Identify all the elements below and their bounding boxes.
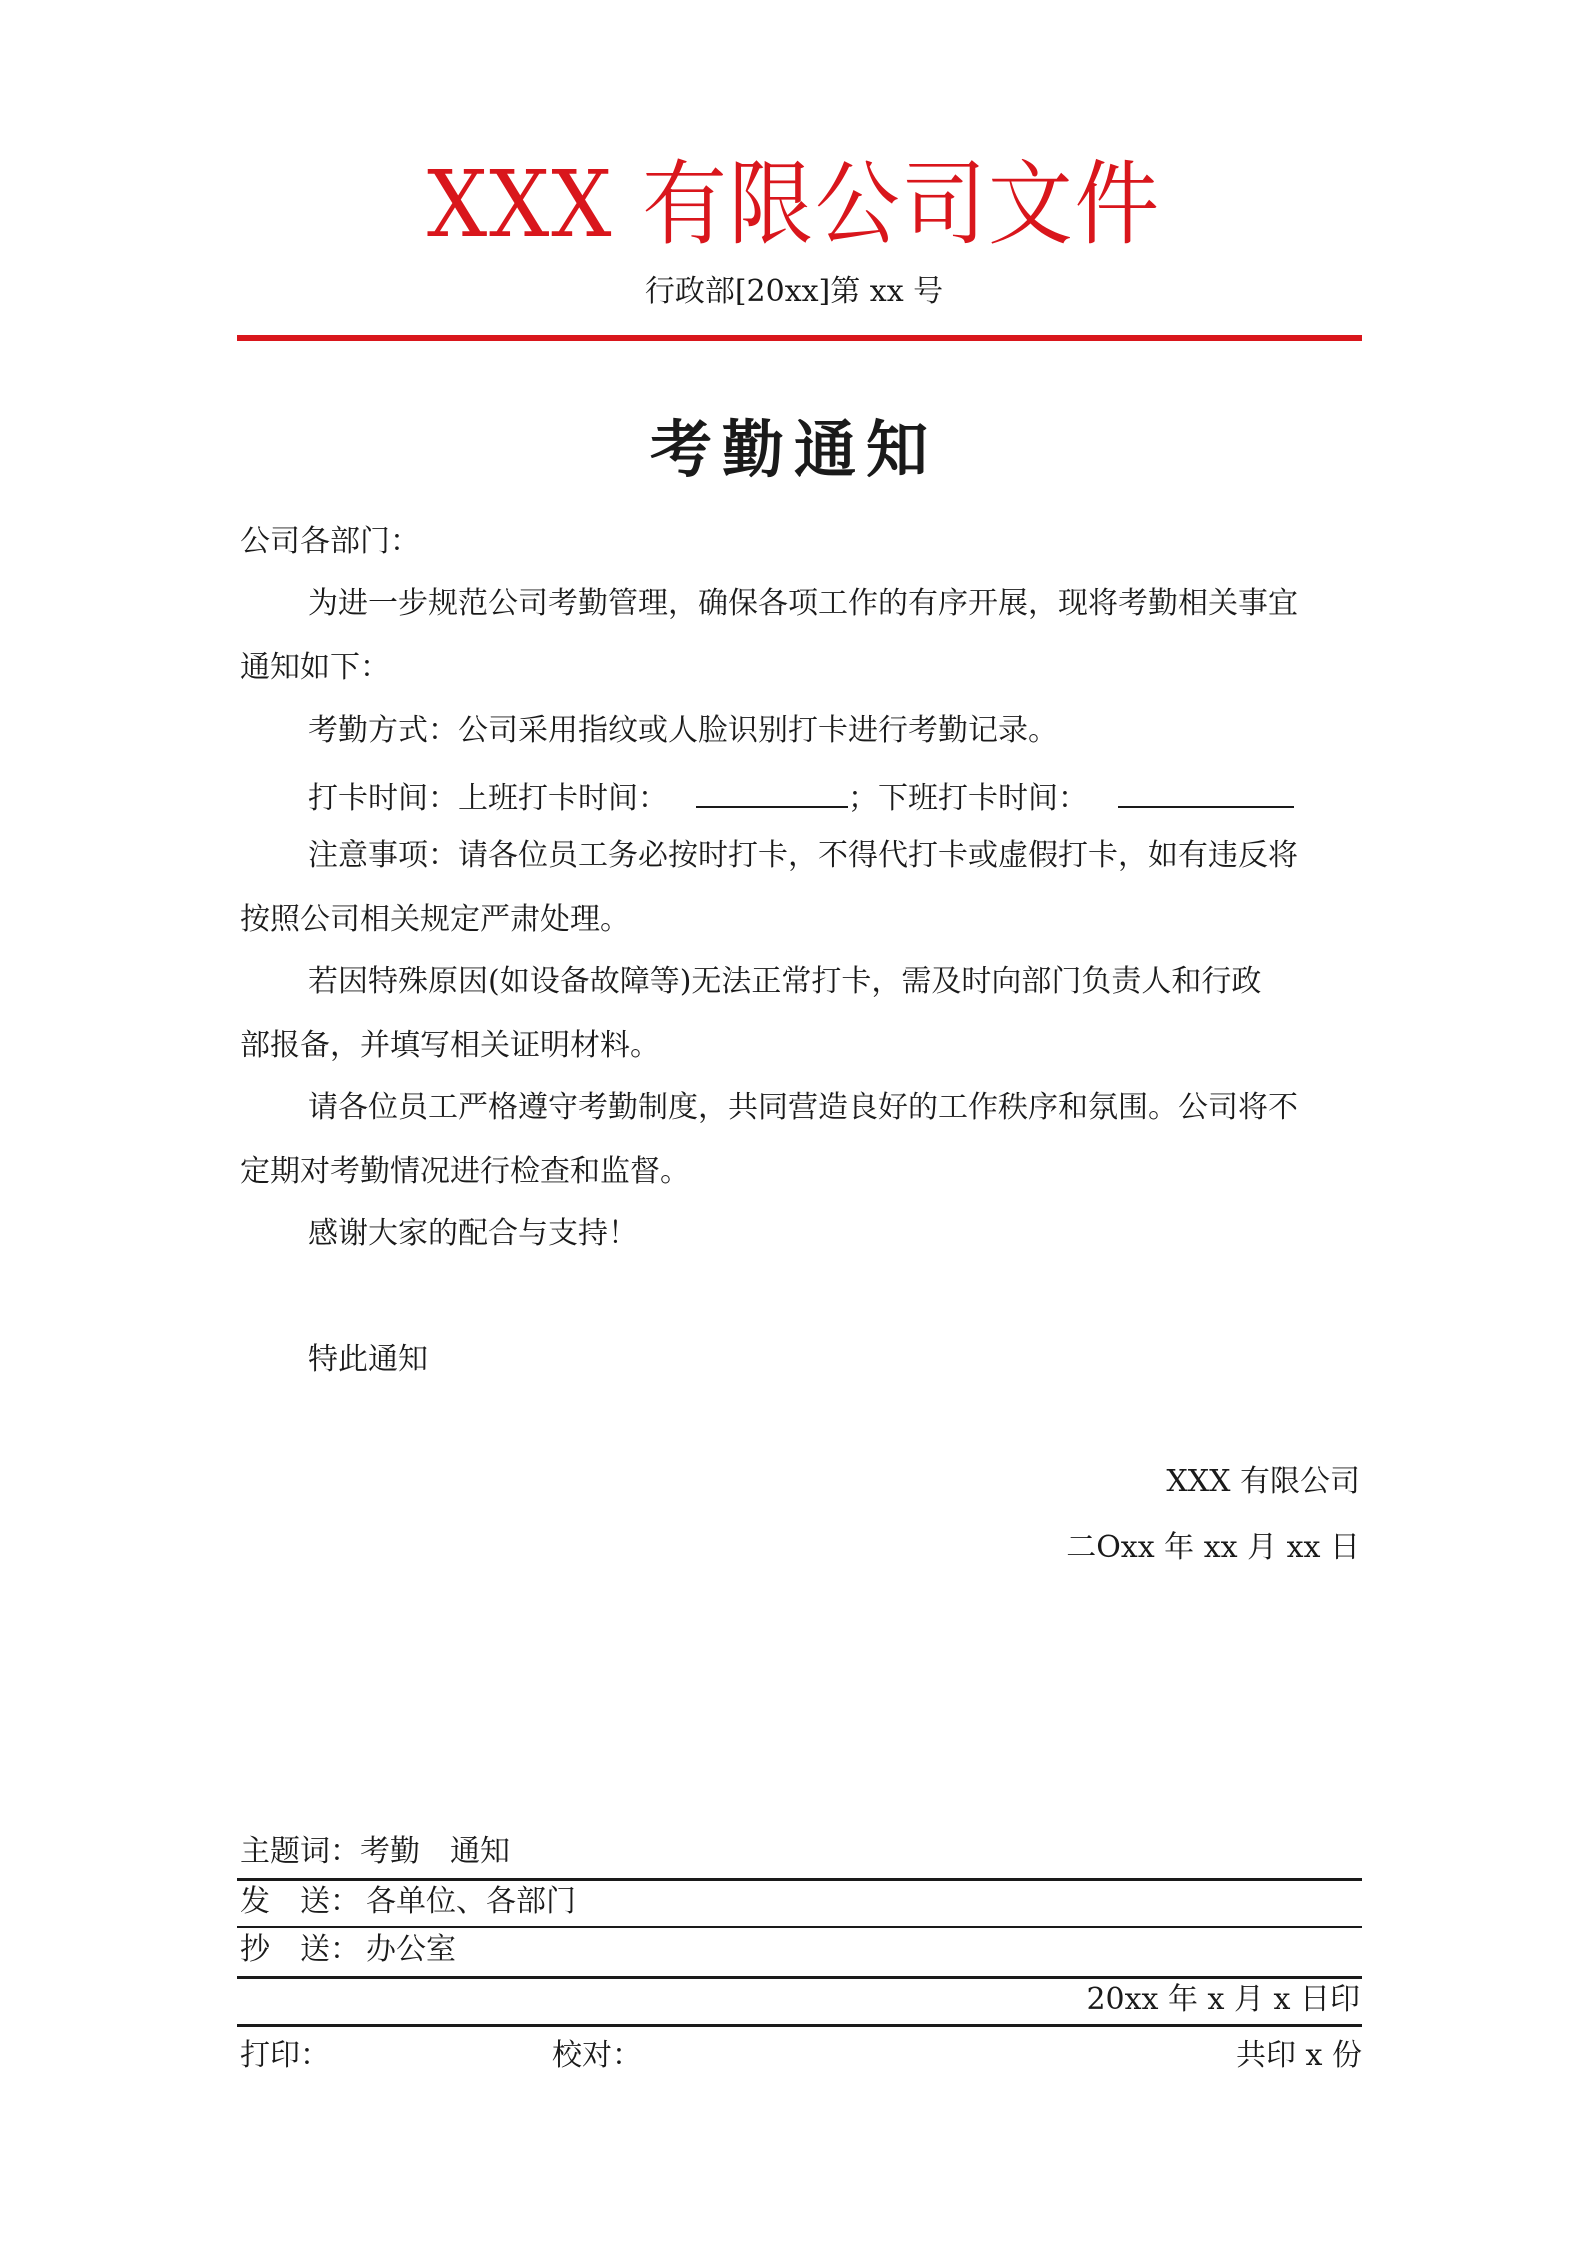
send-label: 发 送：	[240, 1884, 360, 1919]
clock-in-time-blank	[696, 776, 848, 808]
footer-keywords-row	[240, 1832, 1362, 1872]
clock-out-time-blank	[1118, 776, 1294, 808]
paragraph-notice-line1: 注意事项：请各位员工务必按时打卡，不得代打卡或虚假打卡，如有违反将	[308, 838, 1298, 873]
closing-line: 特此通知	[308, 1342, 428, 1377]
signature-date: 二Oxx 年 xx 月 xx 日	[1066, 1530, 1360, 1565]
paragraph-method: 考勤方式：公司采用指纹或人脸识别打卡进行考勤记录。	[308, 713, 1058, 748]
footer-rule-3	[237, 1976, 1362, 1979]
copies-count: 共印 x 份	[1236, 2038, 1362, 2073]
print-date: 20xx 年 x 月 x 日印	[1086, 1982, 1360, 2017]
document-number: 行政部[20xx]第 xx 号	[644, 274, 944, 309]
paragraph-intro-line2: 通知如下：	[240, 650, 390, 685]
paragraph-intro-line1: 为进一步规范公司考勤管理，确保各项工作的有序开展，现将考勤相关事宜	[308, 586, 1298, 621]
keywords-label: 主题词：	[240, 1834, 360, 1869]
paragraph-clock-time	[308, 776, 1430, 819]
red-separator-line	[237, 335, 1362, 341]
footer-print-row	[240, 2036, 1362, 2076]
keywords-value: 考勤 通知	[360, 1834, 510, 1869]
footer-send-row	[240, 1882, 1362, 1922]
printer-label: 打印：	[240, 2038, 330, 2073]
footer-rule-1	[237, 1878, 1362, 1881]
company-file-title: XXX 有限公司文件	[427, 151, 1161, 258]
cc-label: 抄 送：	[240, 1932, 360, 1967]
footer-rule-4	[237, 2024, 1362, 2027]
clock-out-label: ；下班打卡时间：	[848, 781, 1088, 816]
paragraph-thanks: 感谢大家的配合与支持！	[308, 1216, 638, 1251]
footer-cc-row	[240, 1930, 1362, 1970]
signature-company: XXX 有限公司	[1166, 1464, 1360, 1499]
cc-value: 办公室	[366, 1932, 456, 1967]
footer-rule-2	[237, 1926, 1362, 1928]
send-value: 各单位、各部门	[366, 1884, 576, 1919]
clock-in-label: 打卡时间：上班打卡时间：	[308, 781, 668, 816]
salutation: 公司各部门：	[240, 524, 420, 559]
paragraph-comply-line1: 请各位员工严格遵守考勤制度，共同营造良好的工作秩序和氛围。公司将不	[308, 1090, 1298, 1125]
paragraph-special-line1: 若因特殊原因(如设备故障等)无法正常打卡，需及时向部门负责人和行政	[308, 964, 1262, 999]
paragraph-notice-line2: 按照公司相关规定严肃处理。	[240, 902, 630, 937]
paragraph-special-line2: 部报备，并填写相关证明材料。	[240, 1028, 660, 1063]
proofread-label: 校对：	[552, 2038, 642, 2073]
notice-title: 考勤通知	[649, 413, 938, 486]
paragraph-comply-line2: 定期对考勤情况进行检查和监督。	[240, 1154, 690, 1189]
